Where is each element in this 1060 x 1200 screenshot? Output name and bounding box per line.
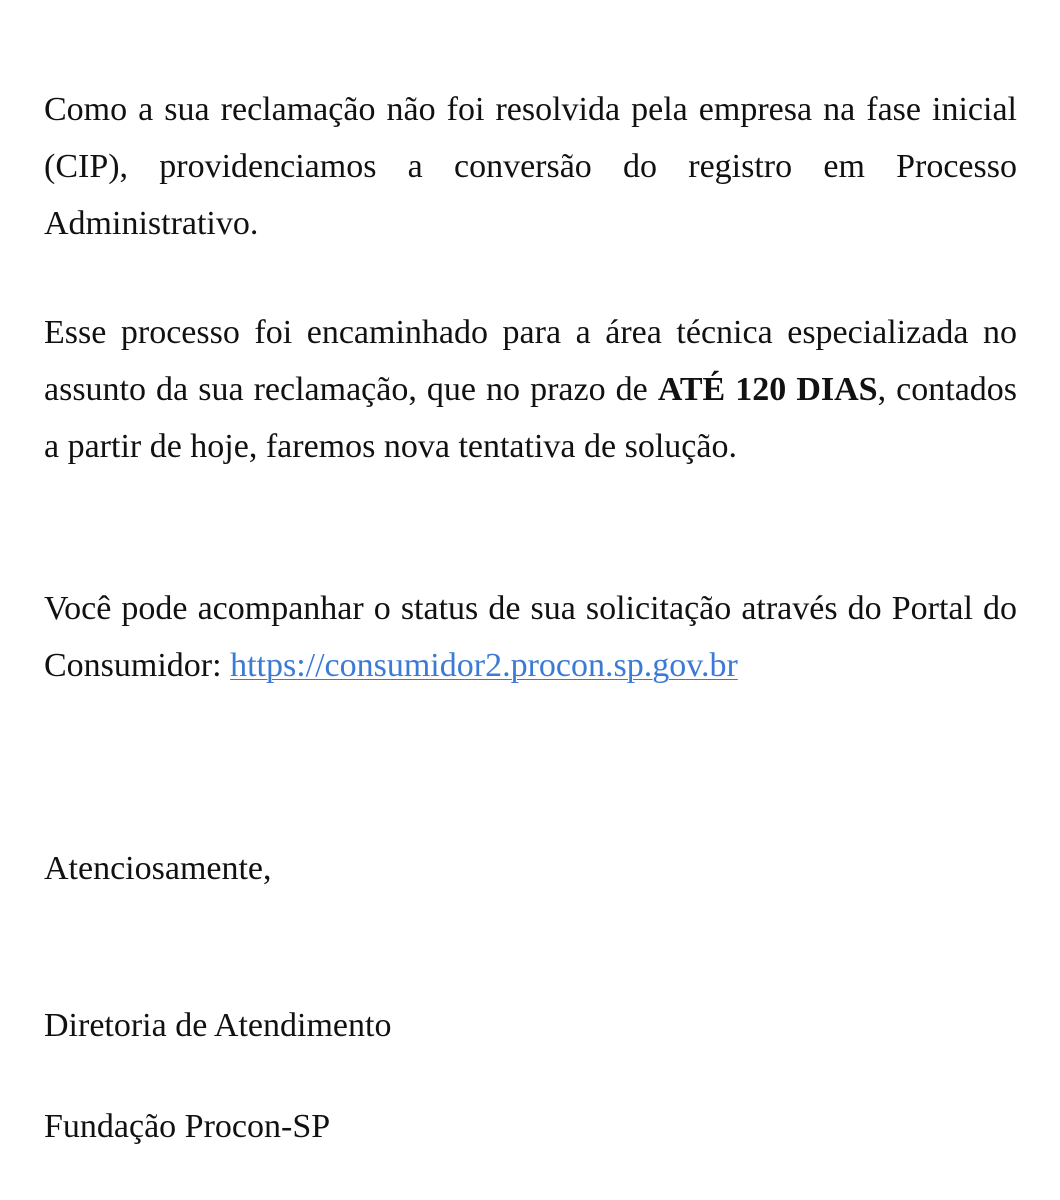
paragraph-deadline-text-after: , contados a partir de hoje, faremos nova tentativa de solução. (44, 371, 1018, 465)
signature-organization: Fundação Procon-SP (44, 1108, 331, 1145)
paragraph-cip-conversion: Como a sua reclamação não foi resolvida pela empresa na fase inicial (CIP), providenciamos a conversão do registro em Processo Administrativo. (44, 91, 1017, 242)
deadline-emphasis: ATÉ 120 DIAS (657, 371, 878, 408)
status-tracking-text: Você pode acompanhar o status de sua solicitação através do Portal do Consumidor: (44, 590, 1017, 684)
signature-department: Diretoria de Atendimento (44, 1007, 392, 1044)
paragraph-processing-deadline (44, 304, 1017, 475)
paragraph-deadline-text-before: Esse processo foi encaminhado para a área técnica especializada no assunto da sua reclamação, que no prazo de (44, 314, 1017, 408)
closing-salutation: Atenciosamente, (44, 850, 272, 887)
consumer-portal-link[interactable]: https://consumidor2.procon.sp.gov.br (230, 647, 738, 684)
paragraph-status-tracking (44, 580, 1017, 694)
